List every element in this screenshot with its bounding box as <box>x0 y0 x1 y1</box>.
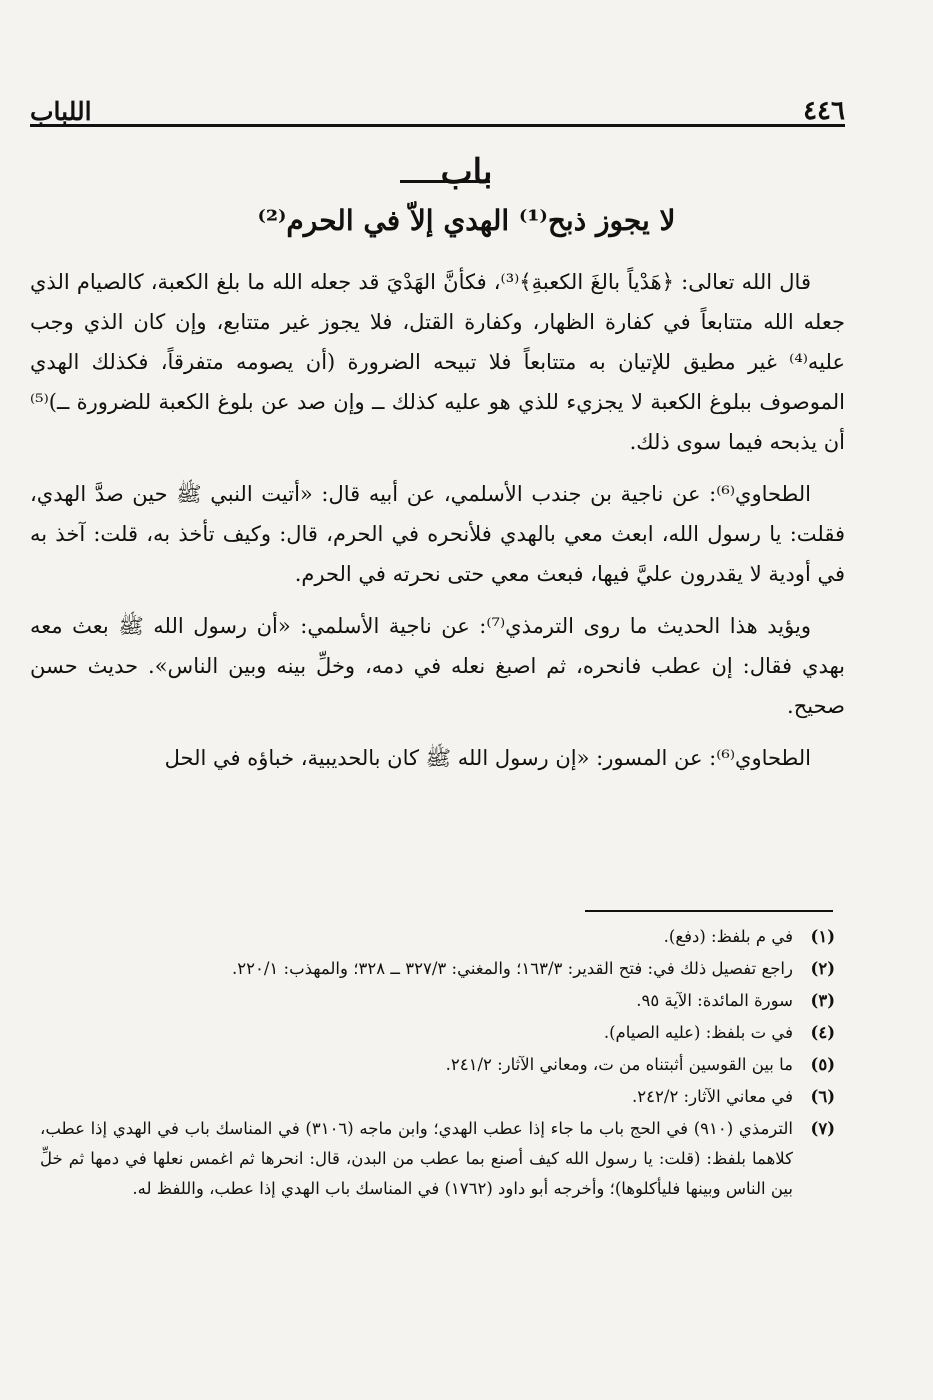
footnote-text: في ت بلفظ: (عليه الصيام). <box>603 1023 793 1042</box>
main-text <box>30 262 845 790</box>
footnote-number: (١) <box>810 927 835 946</box>
footnote-number: (٣) <box>810 991 835 1010</box>
chapter-title: لا يجوز ذبح⁽¹⁾ الهدي إلاّ في الحرم⁽²⁾ <box>257 204 676 237</box>
running-title: اللباب <box>30 97 92 126</box>
footnote-number: (٦) <box>810 1087 835 1106</box>
chapter-underline <box>400 180 490 183</box>
footnote-number: (٧) <box>810 1119 835 1138</box>
footnote <box>40 1114 835 1204</box>
paragraph: ويؤيد هذا الحديث ما روى الترمذي⁽⁷⁾: عن ناجية الأسلمي: «أن رسول الله ﷺ بعث معه بهدي فقال: إن عطب فانحره، ثم اصبغ نعله في دمه، وخلِّ بينه وبين الناس». حديث حسن صحيح. <box>30 614 845 718</box>
page-header <box>30 90 845 126</box>
footnote <box>40 954 835 984</box>
footnote-text: الترمذي (٩١٠) في الحج باب ما جاء إذا عطب الهدي؛ وابن ماجه (٣١٠٦) في المناسك باب في الهدي إذا عطب، كلاهما بلفظ: (قلت: يا رسول الله كيف أصنع بما عطب من البدن، قال: انحرها ثم اغمس نعلها في دمها ثم خلِّ بين الناس وبينها فليأكلوها)؛ وأخرجه أبو داود (١٧٦٢) في المناسك باب الهدي إذا عطب، واللفظ له. <box>40 1119 793 1198</box>
footnote-text: في م بلفظ: (دفع). <box>663 927 793 946</box>
chapter-label: باب <box>440 152 493 192</box>
footnote-text: في معاني الآثار: ٢٤٢/٢. <box>632 1087 793 1106</box>
footnote <box>40 1050 835 1080</box>
header-rule <box>30 124 845 127</box>
footnote-number: (٤) <box>810 1023 835 1042</box>
footnote-text: ما بين القوسين أثبتناه من ت، ومعاني الآثار: ٢٤١/٢. <box>445 1055 793 1074</box>
footnote-number: (٢) <box>810 959 835 978</box>
paragraph: الطحاوي⁽⁶⁾: عن ناجية بن جندب الأسلمي، عن أبيه قال: «أتيت النبي ﷺ حين صدَّ الهدي، فقلت: يا رسول الله، ابعث معي بالهدي فلأنحره في الحرم، قال: وكيف تأخذ به، قلت: آخذ به في أودية لا يقدرون عليَّ فيها، فبعث معي حتى نحرته في الحرم. <box>30 482 845 586</box>
footnote <box>40 1082 835 1112</box>
footnotes <box>40 922 835 1206</box>
paragraph: الطحاوي⁽⁶⁾: عن المسور: «إن رسول الله ﷺ كان بالحديبية، خباؤه في الحل <box>164 746 811 770</box>
footnote <box>40 922 835 952</box>
paragraph: قال الله تعالى: ﴿هَدْياً بالغَ الكعبةِ﴾⁽³⁾، فكأنَّ الهَدْيَ قد جعله الله ما بلغ الكعبة، كالصيام الذي جعله الله متتابعاً في كفارة الظهار، وكفارة القتل، فلا يجوز غير متتابع، وإن كان الذي وجب عليه⁽⁴⁾ غير مطيق للإتيان به متتابعاً فلا تبيحه الضرورة (أن يصومه متفرقاً، فكذلك الهدي الموصوف ببلوغ الكعبة لا يجزيء للذي هو عليه كذلك ــ وإن صد عن بلوغ الكعبة للضرورة ــ)⁽⁵⁾ أن يذبحه فيما سوى ذلك. <box>30 270 845 454</box>
footnote-number: (٥) <box>810 1055 835 1074</box>
footnote-separator <box>585 910 833 912</box>
footnote <box>40 986 835 1016</box>
page-number: ٤٤٦ <box>803 96 845 126</box>
footnote-text: راجع تفصيل ذلك في: فتح القدير: ١٦٣/٣؛ والمغني: ٣٢٧/٣ ــ ٣٢٨؛ والمهذب: ٢٢٠/١. <box>232 959 793 978</box>
footnote <box>40 1018 835 1048</box>
footnote-text: سورة المائدة: الآية ٩٥. <box>636 991 793 1010</box>
